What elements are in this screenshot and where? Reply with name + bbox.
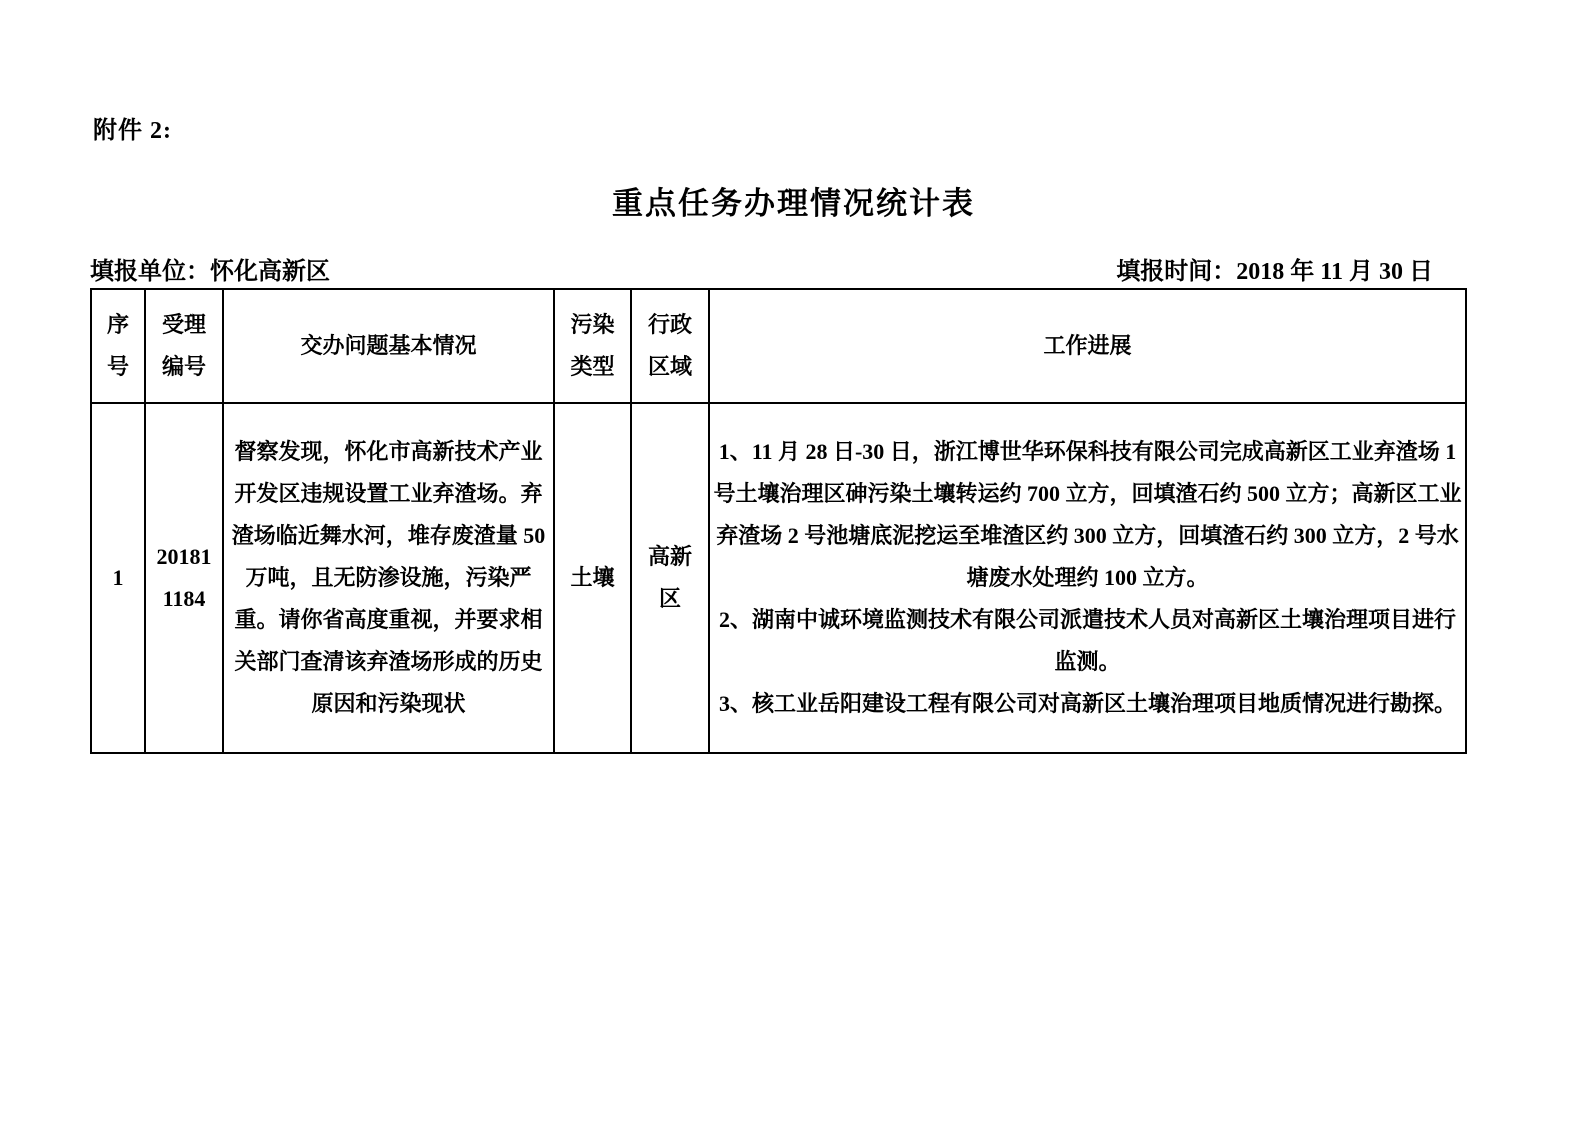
report-table [90,288,1467,754]
col-header-progress: 工作进展 [709,289,1466,403]
reporting-time: 填报时间：2018 年 11 月 30 日 [1116,259,1433,285]
cell-pollution-type: 土壤 [554,403,631,753]
col-header-pollution-line2: 类型 [570,354,615,379]
attachment-label: 附件 2: [93,118,172,144]
col-header-pollution-line1: 污染 [570,312,615,337]
col-header-region [631,289,709,403]
cell-progress [709,403,1466,753]
col-header-index [91,289,145,403]
col-header-region-line1: 行政 [647,312,692,337]
cell-case-no-line1: 20181 [156,544,212,569]
cell-region [631,403,709,753]
page-title: 重点任务办理情况统计表 [612,186,975,221]
col-header-region-line2: 区域 [647,354,692,379]
col-header-index-line2: 号 [106,354,129,379]
meta-row [90,251,1433,286]
progress-item-3: 3、核工业岳阳建设工程有限公司对高新区土壤治理项目地质情况进行勘探。 [718,691,1456,716]
col-header-case-no-line2: 编号 [161,354,206,379]
cell-case-no-line2: 1184 [162,586,206,611]
cell-region-line2: 区 [658,586,681,611]
table-header-row [91,289,1466,403]
reporting-unit: 填报单位：怀化高新区 [90,259,330,285]
cell-region-line1: 高新 [647,544,692,569]
progress-item-2: 2、湖南中诚环境监测技术有限公司派遣技术人员对高新区土壤治理项目进行监测。 [718,607,1456,674]
progress-item-1: 1、11 月 28 日-30 日，浙江博世华环保科技有限公司完成高新区工业弃渣场 1 号土壤治理区砷污染土壤转运约 700 立方，回填渣石约 500 立方；高新区工业弃渣场 2 号池塘底泥挖运至堆渣区约 300 立方，回填渣石约 300 立方，2 号水塘废水处理约 100 立方。 [713,439,1462,590]
col-header-case-no [145,289,223,403]
col-header-pollution-type [554,289,631,403]
cell-index: 1 [91,403,145,753]
col-header-issue: 交办问题基本情况 [223,289,554,403]
cell-case-no [145,403,223,753]
table-row [91,403,1466,753]
cell-issue: 督察发现，怀化市高新技术产业开发区违规设置工业弃渣场。弃渣场临近舞水河，堆存废渣量 50 万吨，且无防渗设施，污染严重。请你省高度重视，并要求相关部门查清该弃渣场形成的历史原因和污染现状 [223,403,554,753]
col-header-case-no-line1: 受理 [161,312,206,337]
col-header-index-line1: 序 [106,312,129,337]
